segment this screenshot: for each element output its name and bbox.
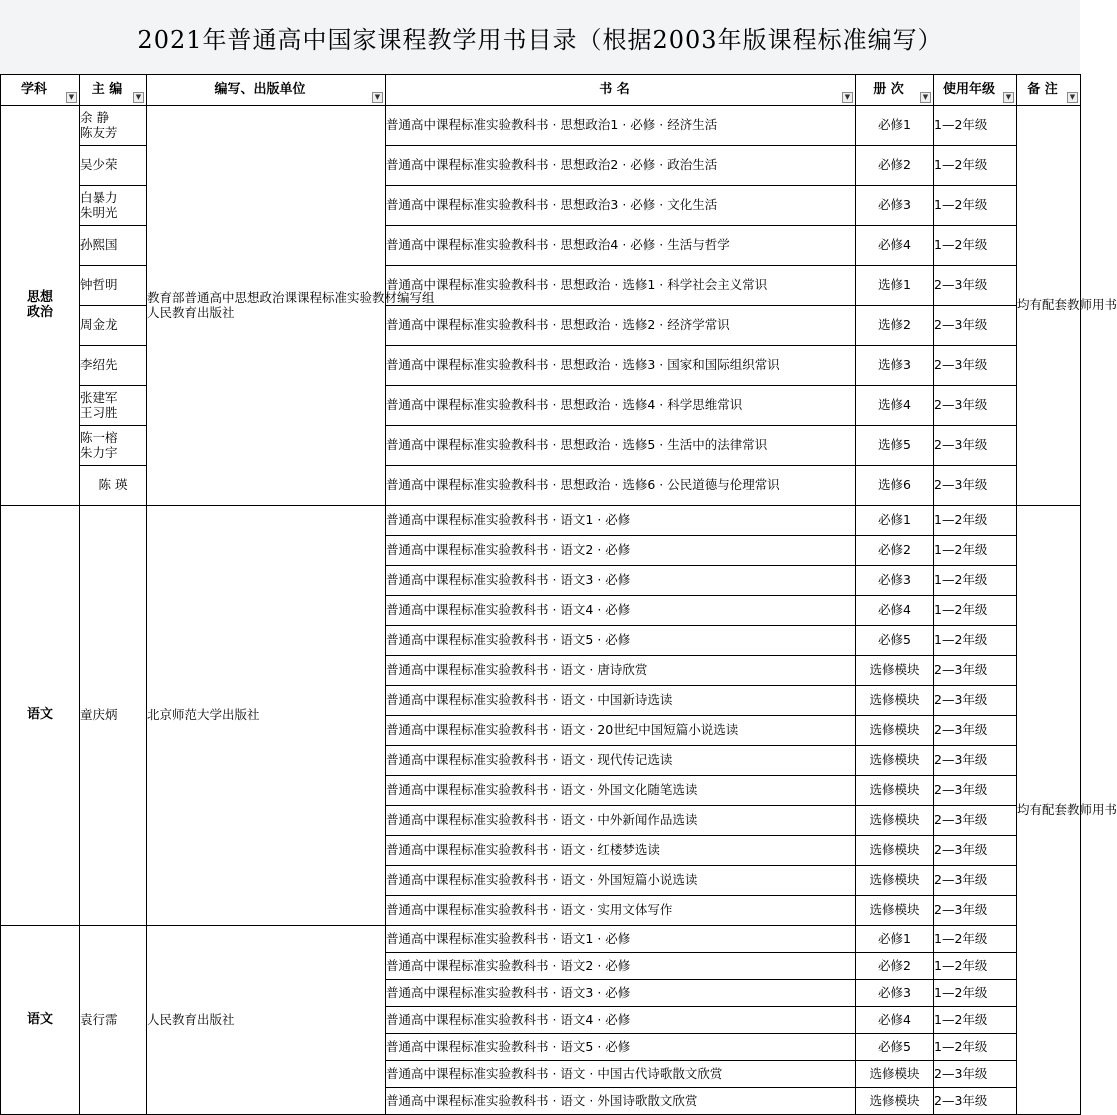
- grade-cell: 1—2年级: [934, 106, 1017, 146]
- editor-cell: 陈 瑛: [80, 466, 147, 506]
- grade-cell: 2—3年级: [934, 306, 1017, 346]
- volume-cell: 选修2: [856, 306, 934, 346]
- grade-cell: 1—2年级: [934, 146, 1017, 186]
- column-header-volume: 册 次 ▼: [856, 75, 934, 106]
- grade-cell: 1—2年级: [934, 596, 1017, 626]
- subject-cell: 语文: [1, 926, 80, 1115]
- book-title-cell: 普通高中课程标准实验教科书 · 思想政治1 · 必修 · 经济生活: [386, 106, 856, 146]
- volume-cell: 选修模块: [856, 836, 934, 866]
- column-header-grade: 使用年级 ▼: [934, 75, 1017, 106]
- volume-cell: 必修5: [856, 1034, 934, 1061]
- grade-cell: 1—2年级: [934, 980, 1017, 1007]
- grade-cell: 2—3年级: [934, 746, 1017, 776]
- grade-cell: 2—3年级: [934, 346, 1017, 386]
- volume-cell: 必修3: [856, 980, 934, 1007]
- grade-cell: 2—3年级: [934, 656, 1017, 686]
- book-title-cell: 普通高中课程标准实验教科书 · 语文1 · 必修: [386, 506, 856, 536]
- grade-cell: 2—3年级: [934, 266, 1017, 306]
- editor-cell: 余 静 陈友芳: [80, 106, 147, 146]
- book-title-cell: 普通高中课程标准实验教科书 · 语文2 · 必修: [386, 953, 856, 980]
- grade-cell: 2—3年级: [934, 1061, 1017, 1088]
- grade-cell: 2—3年级: [934, 1088, 1017, 1115]
- dropdown-arrow-icon[interactable]: ▼: [842, 92, 853, 103]
- book-title-cell: 普通高中课程标准实验教科书 · 思想政治 · 选修4 · 科学思维常识: [386, 386, 856, 426]
- catalog-table: [0, 74, 1117, 1115]
- book-title-cell: 普通高中课程标准实验教科书 · 语文4 · 必修: [386, 1007, 856, 1034]
- book-title-cell: 普通高中课程标准实验教科书 · 思想政治2 · 必修 · 政治生活: [386, 146, 856, 186]
- editor-cell: 童庆炳: [80, 506, 147, 926]
- volume-cell: 选修模块: [856, 656, 934, 686]
- volume-cell: 选修1: [856, 266, 934, 306]
- book-title-cell: 普通高中课程标准实验教科书 · 语文 · 中国古代诗歌散文欣赏: [386, 1061, 856, 1088]
- grade-cell: 2—3年级: [934, 866, 1017, 896]
- volume-cell: 必修3: [856, 186, 934, 226]
- column-header-publisher: 编写、出版单位 ▼: [147, 75, 386, 106]
- book-title-cell: 普通高中课程标准实验教科书 · 语文 · 中外新闻作品选读: [386, 806, 856, 836]
- volume-cell: 必修5: [856, 626, 934, 656]
- book-title-cell: 普通高中课程标准实验教科书 · 语文 · 外国短篇小说选读: [386, 866, 856, 896]
- book-title-cell: 普通高中课程标准实验教科书 · 语文 · 红楼梦选读: [386, 836, 856, 866]
- grade-cell: 1—2年级: [934, 536, 1017, 566]
- grade-cell: 1—2年级: [934, 186, 1017, 226]
- grade-cell: 1—2年级: [934, 926, 1017, 953]
- volume-cell: 选修模块: [856, 806, 934, 836]
- book-title-cell: 普通高中课程标准实验教科书 · 语文1 · 必修: [386, 926, 856, 953]
- subject-cell: 语文: [1, 506, 80, 926]
- volume-cell: 必修2: [856, 953, 934, 980]
- volume-cell: 选修模块: [856, 686, 934, 716]
- volume-cell: 必修3: [856, 566, 934, 596]
- dropdown-arrow-icon[interactable]: ▼: [66, 92, 77, 103]
- book-title-cell: 普通高中课程标准实验教科书 · 思想政治 · 选修2 · 经济学常识: [386, 306, 856, 346]
- book-title-cell: 普通高中课程标准实验教科书 · 语文2 · 必修: [386, 536, 856, 566]
- volume-cell: 选修模块: [856, 776, 934, 806]
- publisher-cell: 北京师范大学出版社: [147, 506, 386, 926]
- book-title-cell: 普通高中课程标准实验教科书 · 语文 · 唐诗欣赏: [386, 656, 856, 686]
- volume-cell: 选修6: [856, 466, 934, 506]
- book-title-cell: 普通高中课程标准实验教科书 · 思想政治 · 选修1 · 科学社会主义常识: [386, 266, 856, 306]
- volume-cell: 选修模块: [856, 1088, 934, 1115]
- grade-cell: 1—2年级: [934, 1034, 1017, 1061]
- dropdown-arrow-icon[interactable]: ▼: [1067, 92, 1078, 103]
- page-title: 2021年普通高中国家课程教学用书目录（根据2003年版课程标准编写）: [0, 0, 1080, 75]
- dropdown-arrow-icon[interactable]: ▼: [133, 92, 144, 103]
- editor-cell: 陈一榕 朱力宇: [80, 426, 147, 466]
- table-row: [1, 926, 1081, 953]
- book-title-cell: 普通高中课程标准实验教科书 · 语文 · 外国诗歌散文欣赏: [386, 1088, 856, 1115]
- book-title-cell: 普通高中课程标准实验教科书 · 语文 · 现代传记选读: [386, 746, 856, 776]
- book-title-cell: 普通高中课程标准实验教科书 · 语文 · 中国新诗选读: [386, 686, 856, 716]
- note-cell: 均有配套教师用书: [1017, 506, 1081, 1115]
- book-title-cell: 普通高中课程标准实验教科书 · 思想政治 · 选修5 · 生活中的法律常识: [386, 426, 856, 466]
- volume-cell: 必修2: [856, 146, 934, 186]
- grade-cell: 2—3年级: [934, 776, 1017, 806]
- table-row: [1, 106, 1081, 146]
- grade-cell: 1—2年级: [934, 226, 1017, 266]
- book-title-cell: 普通高中课程标准实验教科书 · 语文 · 20世纪中国短篇小说选读: [386, 716, 856, 746]
- grade-cell: 1—2年级: [934, 953, 1017, 980]
- book-title-cell: 普通高中课程标准实验教科书 · 语文 · 外国文化随笔选读: [386, 776, 856, 806]
- editor-cell: 李绍先: [80, 346, 147, 386]
- editor-cell: 白暴力 朱明光: [80, 186, 147, 226]
- editor-cell: 周金龙: [80, 306, 147, 346]
- book-title-cell: 普通高中课程标准实验教科书 · 语文3 · 必修: [386, 980, 856, 1007]
- grade-cell: 2—3年级: [934, 686, 1017, 716]
- grade-cell: 2—3年级: [934, 806, 1017, 836]
- volume-cell: 选修模块: [856, 1061, 934, 1088]
- volume-cell: 选修模块: [856, 866, 934, 896]
- grade-cell: 2—3年级: [934, 896, 1017, 926]
- grade-cell: 2—3年级: [934, 386, 1017, 426]
- grade-cell: 1—2年级: [934, 566, 1017, 596]
- volume-cell: 选修4: [856, 386, 934, 426]
- grade-cell: 1—2年级: [934, 626, 1017, 656]
- book-title-cell: 普通高中课程标准实验教科书 · 思想政治4 · 必修 · 生活与哲学: [386, 226, 856, 266]
- volume-cell: 必修1: [856, 506, 934, 536]
- grade-cell: 2—3年级: [934, 466, 1017, 506]
- editor-cell: 袁行霈: [80, 926, 147, 1115]
- dropdown-arrow-icon[interactable]: ▼: [372, 92, 383, 103]
- book-title-cell: 普通高中课程标准实验教科书 · 语文4 · 必修: [386, 596, 856, 626]
- publisher-cell: 人民教育出版社: [147, 926, 386, 1115]
- publisher-cell: 教育部普通高中思想政治课课程标准实验教材编写组 人民教育出版社: [147, 106, 386, 506]
- book-title-cell: 普通高中课程标准实验教科书 · 语文5 · 必修: [386, 1034, 856, 1061]
- column-header-subject: 学科 ▼: [1, 75, 80, 106]
- grade-cell: 1—2年级: [934, 506, 1017, 536]
- dropdown-arrow-icon[interactable]: ▼: [920, 92, 931, 103]
- book-title-cell: 普通高中课程标准实验教科书 · 思想政治3 · 必修 · 文化生活: [386, 186, 856, 226]
- grade-cell: 2—3年级: [934, 426, 1017, 466]
- volume-cell: 选修模块: [856, 896, 934, 926]
- column-header-note: 备 注 ▼: [1017, 75, 1081, 106]
- column-header-editor: 主 编 ▼: [80, 75, 147, 106]
- grade-cell: 2—3年级: [934, 836, 1017, 866]
- grade-cell: 2—3年级: [934, 716, 1017, 746]
- header-row: [1, 75, 1081, 106]
- editor-cell: 钟哲明: [80, 266, 147, 306]
- book-title-cell: 普通高中课程标准实验教科书 · 思想政治 · 选修6 · 公民道德与伦理常识: [386, 466, 856, 506]
- column-header-book: 书 名 ▼: [386, 75, 856, 106]
- grade-cell: 1—2年级: [934, 1007, 1017, 1034]
- subject-cell: 思想 政治: [1, 106, 80, 506]
- volume-cell: 选修5: [856, 426, 934, 466]
- volume-cell: 选修3: [856, 346, 934, 386]
- note-cell: 均有配套教师用书: [1017, 106, 1081, 506]
- dropdown-arrow-icon[interactable]: ▼: [1003, 92, 1014, 103]
- volume-cell: 必修4: [856, 1007, 934, 1034]
- volume-cell: 必修4: [856, 596, 934, 626]
- book-title-cell: 普通高中课程标准实验教科书 · 语文 · 实用文体写作: [386, 896, 856, 926]
- editor-cell: 吴少荣: [80, 146, 147, 186]
- volume-cell: 必修2: [856, 536, 934, 566]
- volume-cell: 选修模块: [856, 716, 934, 746]
- volume-cell: 必修1: [856, 106, 934, 146]
- volume-cell: 必修4: [856, 226, 934, 266]
- editor-cell: 张建军 王习胜: [80, 386, 147, 426]
- book-title-cell: 普通高中课程标准实验教科书 · 思想政治 · 选修3 · 国家和国际组织常识: [386, 346, 856, 386]
- volume-cell: 必修1: [856, 926, 934, 953]
- book-title-cell: 普通高中课程标准实验教科书 · 语文3 · 必修: [386, 566, 856, 596]
- table-row: [1, 506, 1081, 536]
- book-title-cell: 普通高中课程标准实验教科书 · 语文5 · 必修: [386, 626, 856, 656]
- editor-cell: 孙熙国: [80, 226, 147, 266]
- volume-cell: 选修模块: [856, 746, 934, 776]
